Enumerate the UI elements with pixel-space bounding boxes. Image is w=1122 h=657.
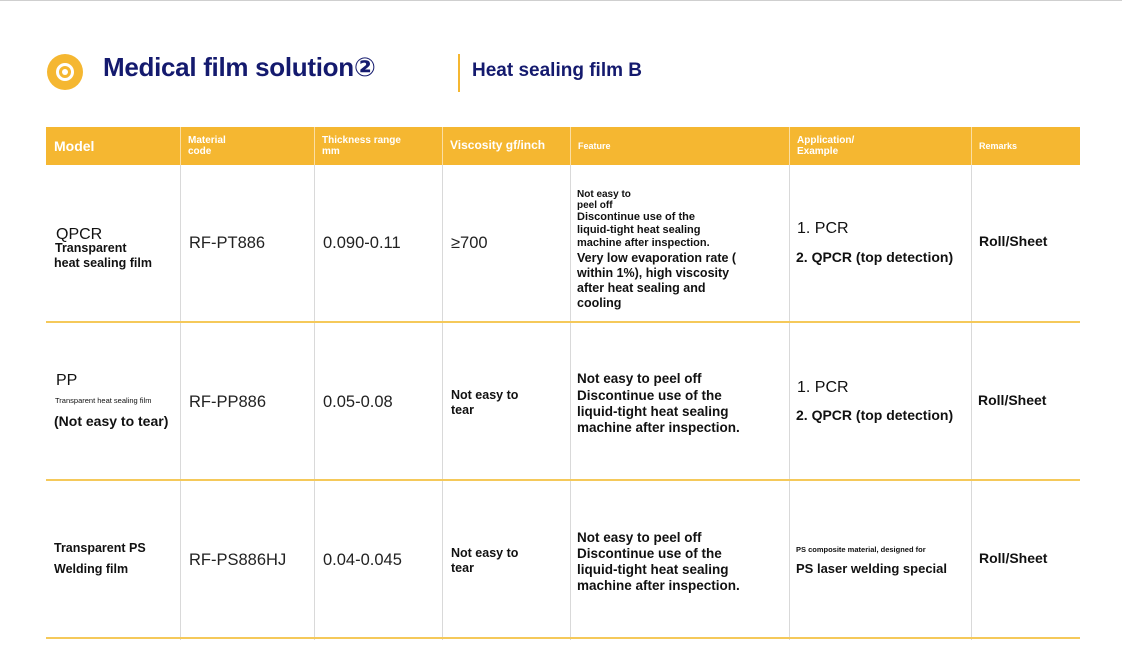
column-divider [789,165,790,640]
header-thickness-line2: mm [322,146,340,157]
header-col-divider [442,127,443,165]
row-divider [46,321,1080,323]
row1-feature-line4: liquid-tight heat sealing [577,224,701,236]
row1-remarks: Roll/Sheet [979,233,1048,249]
row1-feature-line9: cooling [577,296,622,310]
row1-feature-line3: Discontinue use of the [577,211,695,223]
row2-thickness: 0.05-0.08 [323,393,393,411]
row3-application-line1: PS composite material, designed for [796,545,926,554]
header-col-divider [570,127,571,165]
row1-model-name: QPCR [56,226,103,243]
column-divider [570,165,571,640]
title-divider [458,54,460,92]
row-divider [46,637,1080,639]
header-model: Model [54,137,95,154]
header-material-code-line1: Material [188,134,226,146]
target-circle-icon [47,54,83,90]
row1-model-line2: Transparent [55,241,127,255]
row1-viscosity: ≥700 [451,234,488,252]
row1-application-line2: 2. QPCR (top detection) [796,249,954,265]
row2-feature-line2: Discontinue use of the [577,388,722,403]
header-col-divider [314,127,315,165]
header-viscosity: Viscosity gf/inch [450,138,546,153]
column-divider [971,165,972,640]
row1-feature-line8: after heat sealing and [577,281,706,295]
row2-application-line2: 2. QPCR (top detection) [796,407,954,423]
top-divider [0,0,1122,1]
row3-feature-line3: liquid-tight heat sealing [577,562,729,577]
row1-feature-line5: machine after inspection. [577,237,710,249]
row3-feature-line2: Discontinue use of the [577,546,722,561]
row1-thickness: 0.090-0.11 [323,234,401,252]
row2-model-line2: Transparent heat sealing film [55,396,152,405]
row1-feature-line2: peel off [577,200,613,211]
row1-feature-line6: Very low evaporation rate ( [577,251,737,265]
row3-feature-line1: Not easy to peel off [577,530,702,545]
row2-remarks: Roll/Sheet [978,392,1047,408]
row2-feature-line4: machine after inspection. [577,420,740,435]
header-thickness-line1: Thickness range [322,134,401,146]
row2-viscosity-line2: tear [451,403,474,417]
row2-model-line3: (Not easy to tear) [54,413,169,429]
row3-viscosity-line2: tear [451,561,474,575]
header-material-code-line2: code [188,146,212,157]
row2-feature-line3: liquid-tight heat sealing [577,404,729,419]
row2-application-line1: 1. PCR [797,379,849,396]
page-title: Medical film solution② [103,52,376,82]
row3-model-line2: Welding film [54,562,129,576]
header-application-line1: Application/ [797,134,855,146]
column-divider [180,165,181,640]
header-thickness [314,127,442,165]
row1-model-line3: heat sealing film [54,256,152,270]
header-col-divider [180,127,181,165]
row2-viscosity-line1: Not easy to [451,388,519,402]
header-feature: Feature [578,140,611,151]
row3-material-code: RF-PS886HJ [189,551,287,569]
row1-feature-line7: within 1%), high viscosity [577,266,730,280]
row2-material-code: RF-PP886 [189,393,267,411]
row3-thickness: 0.04-0.045 [323,551,402,569]
header-application [789,127,971,165]
row-divider [46,479,1080,481]
page-subtitle: Heat sealing film B [472,60,642,81]
row3-viscosity-line1: Not easy to [451,546,519,560]
row2-feature-line1: Not easy to peel off [577,371,702,386]
row3-model-line1: Transparent PS [54,541,146,555]
row1-application-line1: 1. PCR [797,220,849,237]
column-divider [314,165,315,640]
header-col-divider [789,127,790,165]
header-remarks: Remarks [979,140,1018,151]
row1-material-code: RF-PT886 [189,234,266,252]
header-material-code [180,127,314,165]
row2-model-name: PP [56,372,78,389]
row3-remarks: Roll/Sheet [979,550,1048,566]
header-col-divider [971,127,972,165]
column-divider [442,165,443,640]
row3-application-line2: PS laser welding special [796,561,948,576]
header-application-line2: Example [797,146,839,157]
row3-feature-line4: machine after inspection. [577,578,740,593]
row1-feature-line1: Not easy to [577,189,631,200]
